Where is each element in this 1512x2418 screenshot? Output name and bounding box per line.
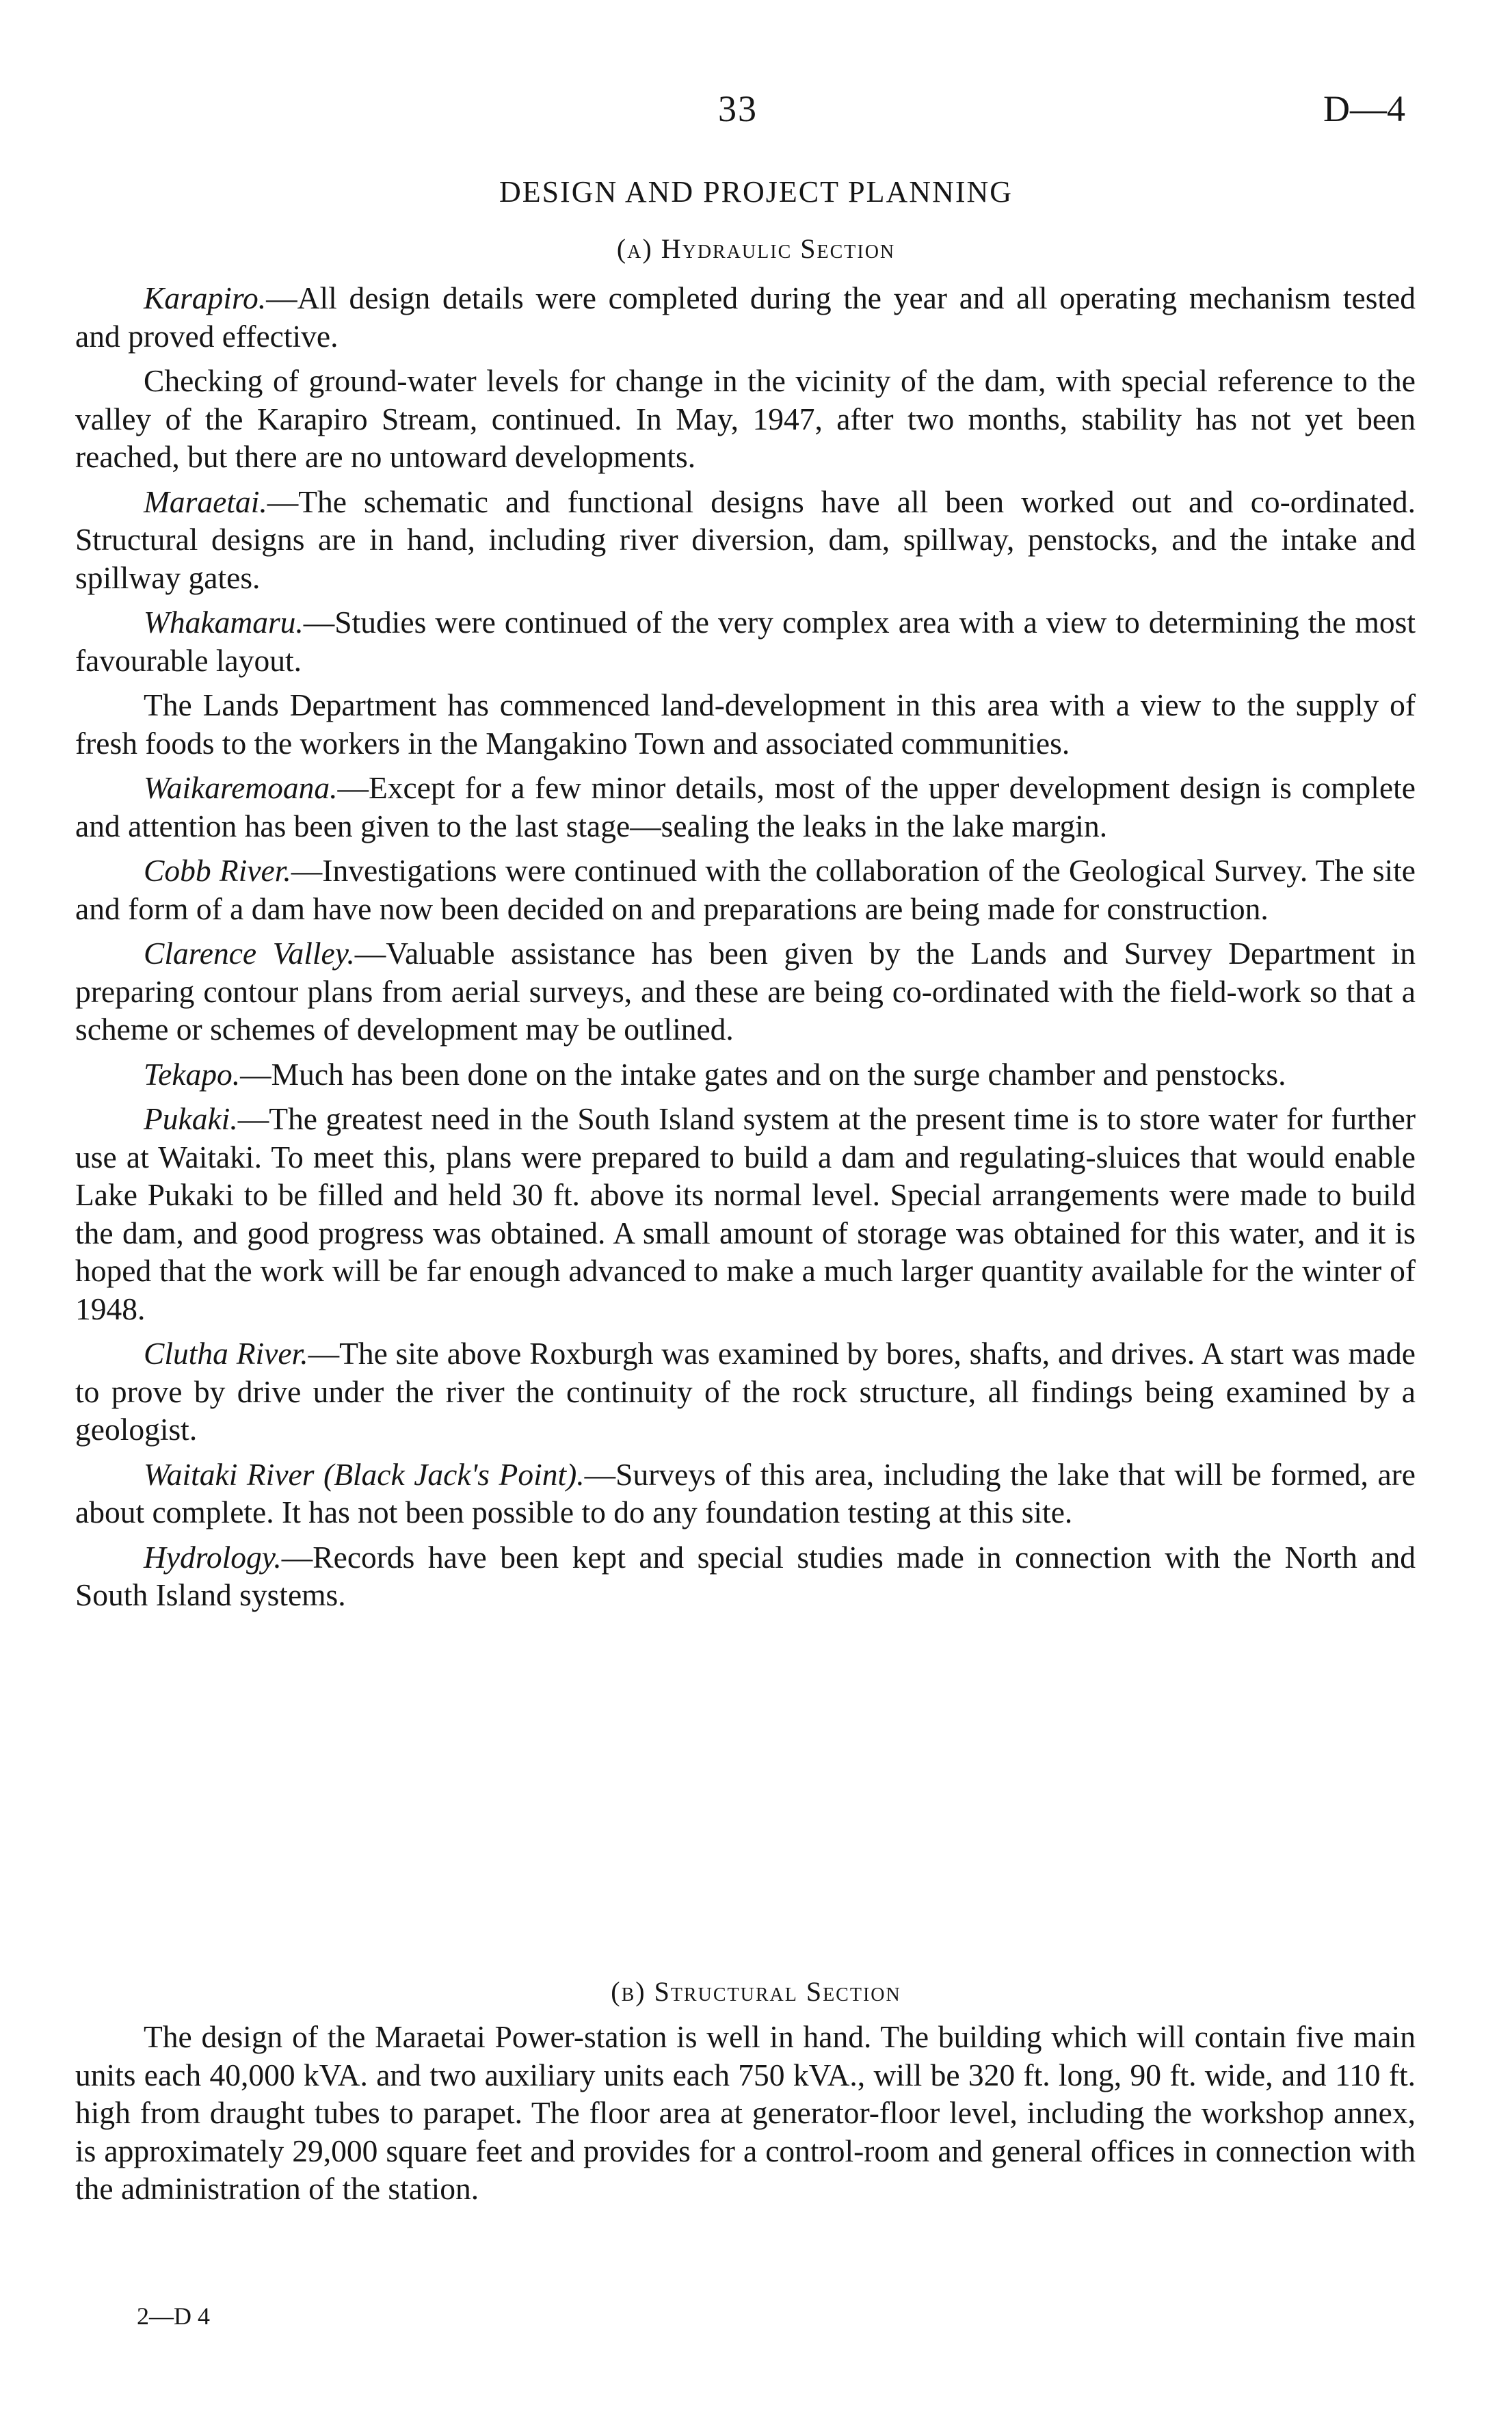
paragraph-text: —Surveys of this area, including the lake that will be formed, are about complete. It has not been possible to do any foundation testing at this site. [75, 1456, 1416, 1529]
paragraph-lead: Tekapo. [144, 1056, 241, 1092]
hydraulic-section-body [75, 279, 1416, 1614]
paragraph-text: —Investigations were continued with the collaboration of the Geological Survey. The site and form of a dam have now been decided on and preparations are being made for construction. [75, 853, 1416, 926]
page-number: 33 [718, 88, 758, 129]
paragraph [75, 686, 1416, 762]
paragraph-lead: Whakamaru. [144, 605, 304, 640]
paragraph-lead: Waitaki River (Black Jack's Point). [144, 1456, 585, 1492]
paragraph-text: —Much has been done on the intake gates and on the surge chamber and penstocks. [240, 1056, 1286, 1092]
paragraph [75, 1335, 1416, 1449]
paragraph [75, 483, 1416, 597]
paragraph-lead: Karapiro. [144, 280, 267, 315]
paragraph-text: —The schematic and functional designs have all been worked out and co-ordinated. Structural designs are in hand, including river diversion, dam, spillway, penstocks, and the intake and spillway gates. [75, 484, 1416, 595]
paragraph [75, 2018, 1416, 2208]
paragraph-text: —Except for a few minor details, most of the upper development design is complete and attention has been given to the last stage—sealing the leaks in the lake margin. [75, 770, 1416, 843]
paragraph [75, 362, 1416, 476]
paragraph [75, 769, 1416, 845]
paragraph-lead: Cobb River. [144, 853, 291, 888]
paragraph-lead: Waikaremoana. [144, 770, 338, 805]
paragraph-lead: Maraetai. [144, 484, 267, 519]
paragraph-text: —Valuable assistance has been given by the Lands and Survey Department in preparing contour plans from aerial surveys, and these are being co-ordinated with the field-work so that a scheme or schemes of development may be outlined. [75, 936, 1416, 1047]
page-title: DESIGN AND PROJECT PLANNING [499, 175, 1013, 209]
section-heading-hydraulic: (a) Hydraulic Section [616, 233, 896, 264]
paragraph [75, 1456, 1416, 1532]
paragraph [75, 852, 1416, 928]
paragraph [75, 279, 1416, 355]
paragraph-lead: Hydrology. [144, 1539, 282, 1575]
paragraph-text: The Lands Department has commenced land-development in this area with a view to the supply of fresh foods to the workers in the Mangakino Town and associated communities. [75, 687, 1416, 761]
paragraph-text: The design of the Maraetai Power-station is well in hand. The building which will contain five main units each 40,000 kVA. and two auxiliary units each 750 kVA., will be 320 ft. long, 90 ft. wide, and 110 ft. high from draught tubes to parapet. The floor area at generator-floor level, including the workshop annex, is approximately 29,000 square feet and provides for a control-room and general offices in connection with the administration of the station. [75, 2019, 1416, 2206]
paragraph-text: —Studies were continued of the very complex area with a view to determining the most favourable layout. [75, 605, 1416, 678]
paragraph [75, 934, 1416, 1049]
section-heading-structural: (b) Structural Section [611, 1976, 901, 2007]
paragraph [75, 1100, 1416, 1328]
structural-section-body [75, 2018, 1416, 2208]
paragraph-text: —Records have been kept and special studies made in connection with the North and South Island systems. [75, 1539, 1416, 1612]
paragraph [75, 1055, 1416, 1094]
paragraph-text: Checking of ground-water levels for change in the vicinity of the dam, with special reference to the valley of the Karapiro Stream, continued. In May, 1947, after two months, stability has not yet been reached, but there are no untoward developments. [75, 363, 1416, 474]
paragraph [75, 1538, 1416, 1614]
document-reference: D—4 [1323, 88, 1405, 129]
paragraph-text: —The site above Roxburgh was examined by bores, shafts, and drives. A start was made to prove by drive under the river the continuity of the rock structure, all findings being examined by a geologist. [75, 1336, 1416, 1447]
printer-signature: 2—D 4 [137, 2302, 210, 2330]
paragraph [75, 603, 1416, 679]
paragraph-lead: Pukaki. [144, 1101, 238, 1136]
paragraph-lead: Clutha River. [144, 1336, 308, 1371]
paragraph-lead: Clarence Valley. [144, 936, 355, 971]
paragraph-text: —The greatest need in the South Island system at the present time is to store water for further use at Waitaki. To meet this, plans were prepared to build a dam and regulating-sluices that would enable Lake Pukaki to be filled and held 30 ft. above its normal level. Special arrangements were made to build the dam, and good progress was obtained. A small amount of storage was obtained for this water, and it is hoped that the work will be far enough advanced to make a much larger quantity available for the winter of 1948. [75, 1101, 1416, 1326]
paragraph-text: —All design details were completed during the year and all operating mechanism tested and proved effective. [75, 280, 1416, 354]
